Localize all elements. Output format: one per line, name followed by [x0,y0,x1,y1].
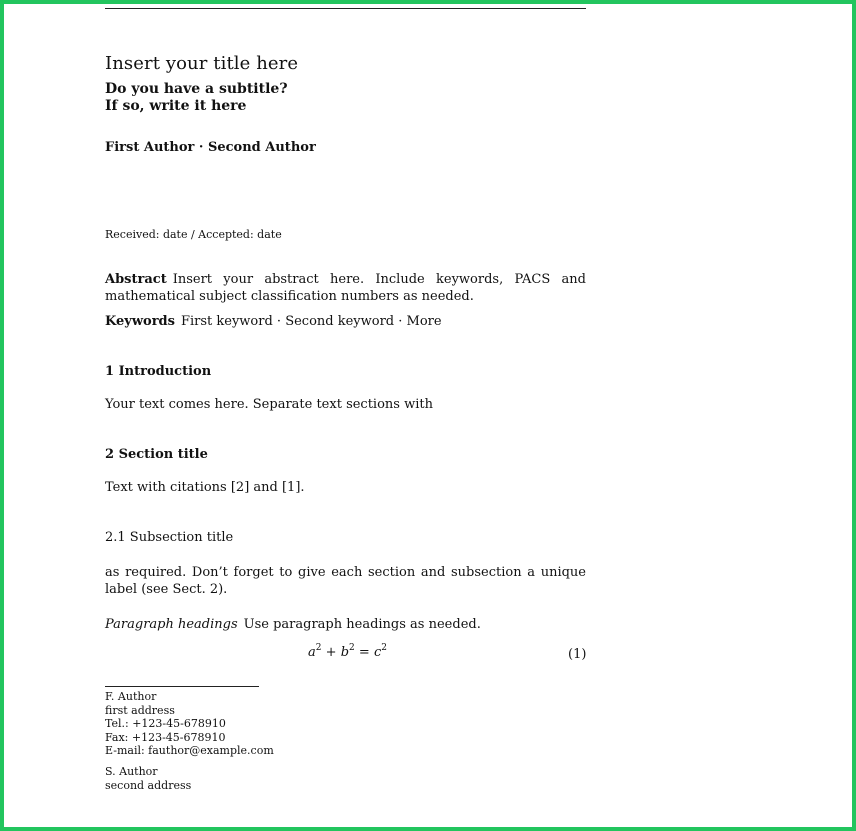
footnote-name: F. Author [105,690,157,703]
section-text-introduction: Your text comes here. Separate text sections with [105,397,433,412]
footnote-rule [105,686,259,687]
subtitle-line-1: Do you have a subtitle? [105,81,288,97]
footnote-email: E-mail: fauthor@example.com [105,744,274,757]
paragraph [105,617,481,632]
author-footnote-first [105,690,274,758]
paper-subtitle [105,81,288,115]
equation-var-c: c [373,645,382,660]
section-heading-section-title: 2 Section title [105,447,208,462]
section-text-section-title: Text with citations [2] and [1]. [105,480,305,495]
equation-number: (1) [568,647,587,662]
equation [308,645,387,660]
subtitle-line-2: If so, write it here [105,98,247,114]
header-rule [105,8,586,9]
subsection-text: as required. Don’t forget to give each section and subsection a unique label (see Sect. 2). [105,565,586,597]
equation-exp-a: 2 [315,643,322,653]
author-list: First Author · Second Author [105,140,316,155]
equation-var-a: a [308,645,316,660]
abstract-text: Insert your abstract here. Include keywords, PACS and mathematical subject classification numbers as needed. [105,272,586,304]
equation-exp-c: 2 [381,643,387,653]
paragraph-text: Use paragraph headings as needed. [243,617,481,632]
footnote-address: second address [105,778,192,792]
paper-title: Insert your title here [105,53,299,74]
subsection-heading: 2.1 Subsection title [105,530,234,545]
keywords-text: First keyword · Second keyword · More [180,314,442,329]
keywords-label: Keywords [105,314,175,329]
footnote-name: S. Author [105,765,158,778]
footnote-tel: Tel.: +123-45-678910 [105,717,226,730]
author-footnote-second [105,765,191,792]
received-dates: Received: date / Accepted: date [105,228,282,241]
footnote-fax: Fax: +123-45-678910 [105,730,226,744]
section-heading-introduction: 1 Introduction [105,364,212,379]
footnote-address: first address [105,703,175,717]
equation-plus: + [325,645,337,660]
keywords [105,314,442,329]
equation-var-b: b [340,645,350,660]
abstract [105,271,586,305]
paragraph-heading: Paragraph headings [105,617,238,632]
equation-exp-b: 2 [349,643,355,653]
abstract-label: Abstract [105,272,167,287]
equation-equals: = [358,645,370,660]
